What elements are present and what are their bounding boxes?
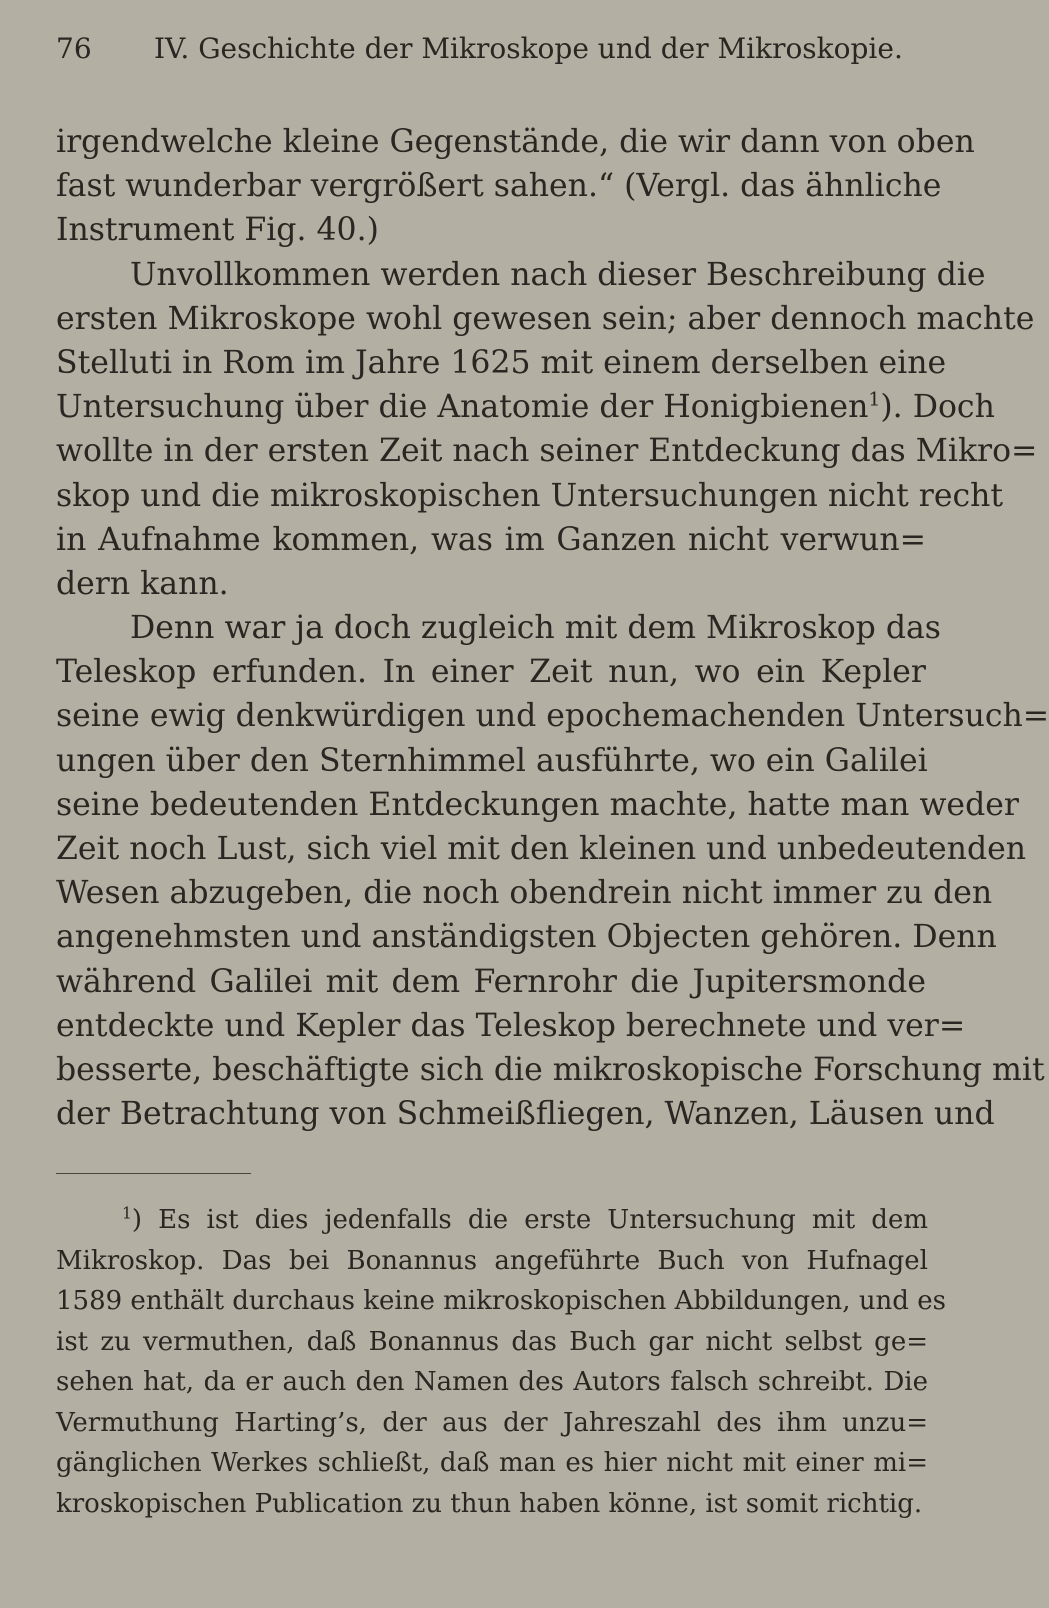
text-line: besserte, beschäftigte sich die mikroskopische Forschung mit [56,1051,1045,1088]
text-line: angenehmsten und anständigsten Objecten gehören. Denn [56,919,997,956]
text-line: seine bedeutenden Entdeckungen machte, hatte man weder [56,786,1019,823]
text-line: dern kann. [56,565,229,602]
text-line: fast wunderbar vergrößert sahen.“ (Vergl. das ähnliche [56,168,942,205]
footnote-reference: 1 [868,388,881,411]
footnote-line: ist zu vermuthen, daß Bonannus das Buch gar nicht selbst ge= [56,1326,928,1357]
footnote-line [56,1200,928,1241]
text-line: seine ewig denkwürdigen und epochemachenden Untersuch= [56,698,1049,735]
text-line: der Betrachtung von Schmeißfliegen, Wanzen, Läusen und [56,1096,995,1133]
footnote-block [56,1200,946,1524]
footnote-line-text: ) Es ist dies jedenfalls die erste Untersuchung mit dem [131,1205,928,1235]
text-line-part: ). Doch [880,389,995,426]
footnote-line: Vermuthung Harting’s, der aus der Jahreszahl des ihm unzu= [56,1407,928,1438]
running-title: IV. Geschichte der Mikroskope und der Mikroskopie. [154,32,903,65]
page-number: 76 [56,32,92,65]
footnote-line: gänglichen Werkes schließt, daß man es hier nicht mit einer mi= [56,1448,928,1478]
text-line: wollte in der ersten Zeit nach seiner Entdeckung das Mikro= [56,433,1038,470]
text-line: Instrument Fig. 40.) [56,212,379,249]
footnote-line: kroskopischen Publication zu thun haben könne, ist somit richtig. [56,1488,923,1519]
text-line-with-footnote-ref [56,385,995,429]
text-line: Stelluti in Rom im Jahre 1625 mit einem derselben eine [56,344,947,381]
text-line: in Aufnahme kommen, was im Ganzen nicht verwun= [56,521,926,558]
footnote-line: 1589 enthält durchaus keine mikroskopischen Abbildungen, und es [56,1286,946,1316]
text-line: Denn war ja doch zugleich mit dem Mikroskop das [130,610,941,647]
text-line: ungen über den Sternhimmel ausführte, wo ein Galilei [56,742,928,779]
text-line: Teleskop erfunden. In einer Zeit nun, wo ein Kepler [56,654,926,691]
text-line: Zeit noch Lust, sich viel mit den kleinen und unbedeutenden [56,831,1027,867]
text-line-part: Untersuchung über die Anatomie der Honigbienen [56,389,869,426]
footnote-line: Mikroskop. Das bei Bonannus angeführte Buch von Hufnagel [56,1245,928,1276]
footnote-line: sehen hat, da er auch den Namen des Autors falsch schreibt. Die [56,1367,928,1397]
text-line: während Galilei mit dem Fernrohr die Jupitersmonde [56,963,926,1000]
text-line: irgendwelche kleine Gegenstände, die wir dann von oben [56,124,975,160]
text-line: skop und die mikroskopischen Untersuchungen nicht recht [56,477,1004,514]
text-line: Wesen abzugeben, die noch obendrein nicht immer zu den [56,875,993,912]
text-line: Unvollkommen werden nach dieser Beschreibung die [130,256,986,293]
main-text [56,120,1049,1136]
footnote-marker: 1 [122,1204,132,1223]
running-header [56,32,926,76]
text-line: entdeckte und Kepler das Teleskop berechnete und ver= [56,1007,966,1044]
footnote-divider [56,1173,251,1174]
text-line: ersten Mikroskope wohl gewesen sein; aber dennoch machte [56,300,1035,337]
